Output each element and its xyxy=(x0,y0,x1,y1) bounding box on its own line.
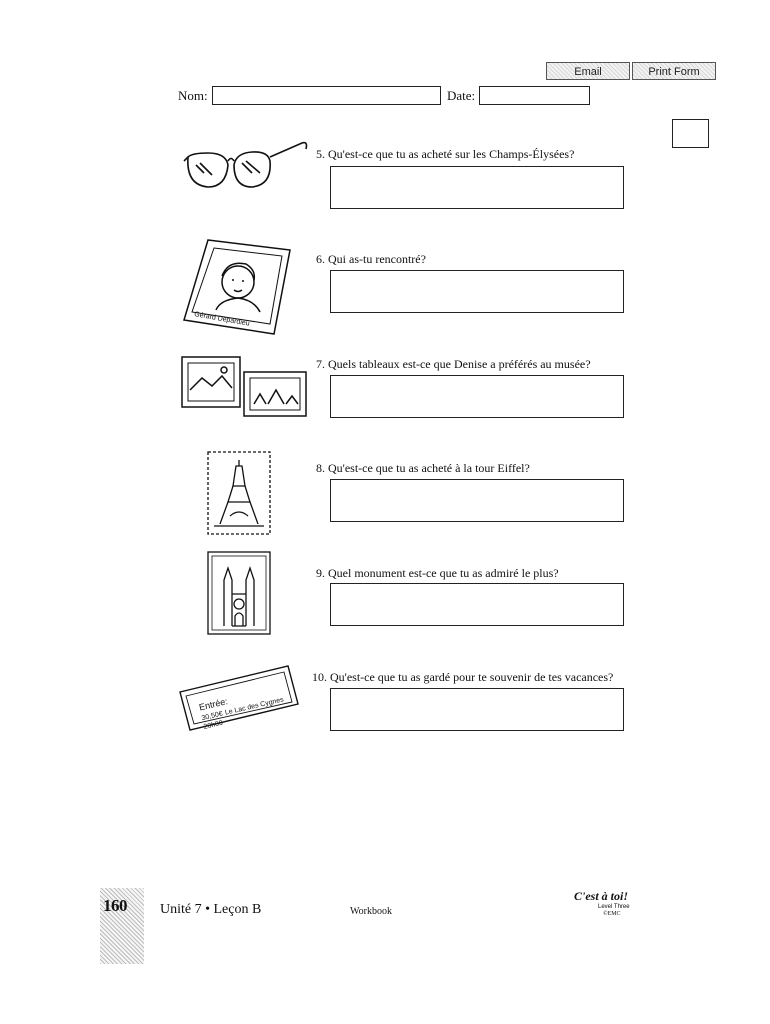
answer-10-field[interactable] xyxy=(330,688,624,731)
answer-5-field[interactable] xyxy=(330,166,624,209)
ticket-illustration xyxy=(176,662,302,734)
page-number: 160 xyxy=(103,896,127,915)
poster-caption: Gérard Depardieu xyxy=(193,311,251,328)
brand-logo-text: C'est à toi! xyxy=(574,889,629,903)
workbook-label: Workbook xyxy=(350,906,392,917)
ticket-price-text: 30,50€ xyxy=(200,710,224,723)
unit-lesson-label: Unité 7 • Leçon B xyxy=(160,902,262,917)
paintings-illustration xyxy=(180,354,310,418)
date-label: Date: xyxy=(447,88,476,103)
copyright-label: ©EMC xyxy=(603,911,621,917)
question-5-text: 5. Qu'est-ce que tu as acheté sur les Champs-Élysées? xyxy=(316,147,575,161)
answer-7-field[interactable] xyxy=(330,375,624,418)
answer-9-field[interactable] xyxy=(330,583,624,626)
eiffel-tower-postcard-illustration xyxy=(206,450,272,536)
email-button[interactable]: Email xyxy=(546,62,630,80)
question-6-text: 6. Qui as-tu rencontré? xyxy=(316,252,426,266)
ticket-entree-text: Entrée: xyxy=(198,696,229,713)
print-form-button[interactable]: Print Form xyxy=(632,62,716,80)
question-7-text: 7. Quels tableaux est-ce que Denise a préférés au musée? xyxy=(316,357,591,371)
score-box[interactable] xyxy=(672,119,709,148)
question-9-text: 9. Quel monument est-ce que tu as admiré le plus? xyxy=(316,566,559,580)
ticket-show-text: Le Lac des Cygnes xyxy=(224,696,285,717)
level-label: Level Three xyxy=(598,904,630,910)
date-field[interactable] xyxy=(479,86,590,105)
sunglasses-illustration xyxy=(182,125,312,197)
nom-field[interactable] xyxy=(212,86,441,105)
question-10-text: 10. Qu'est-ce que tu as gardé pour te souvenir de tes vacances? xyxy=(312,670,614,684)
poster-illustration xyxy=(180,236,294,336)
answer-8-field[interactable] xyxy=(330,479,624,522)
answer-6-field[interactable] xyxy=(330,270,624,313)
nom-label: Nom: xyxy=(178,88,208,103)
ticket-time-text: 20h00 xyxy=(203,719,224,731)
cathedral-postcard-illustration xyxy=(206,550,272,636)
question-8-text: 8. Qu'est-ce que tu as acheté à la tour Eiffel? xyxy=(316,461,530,475)
